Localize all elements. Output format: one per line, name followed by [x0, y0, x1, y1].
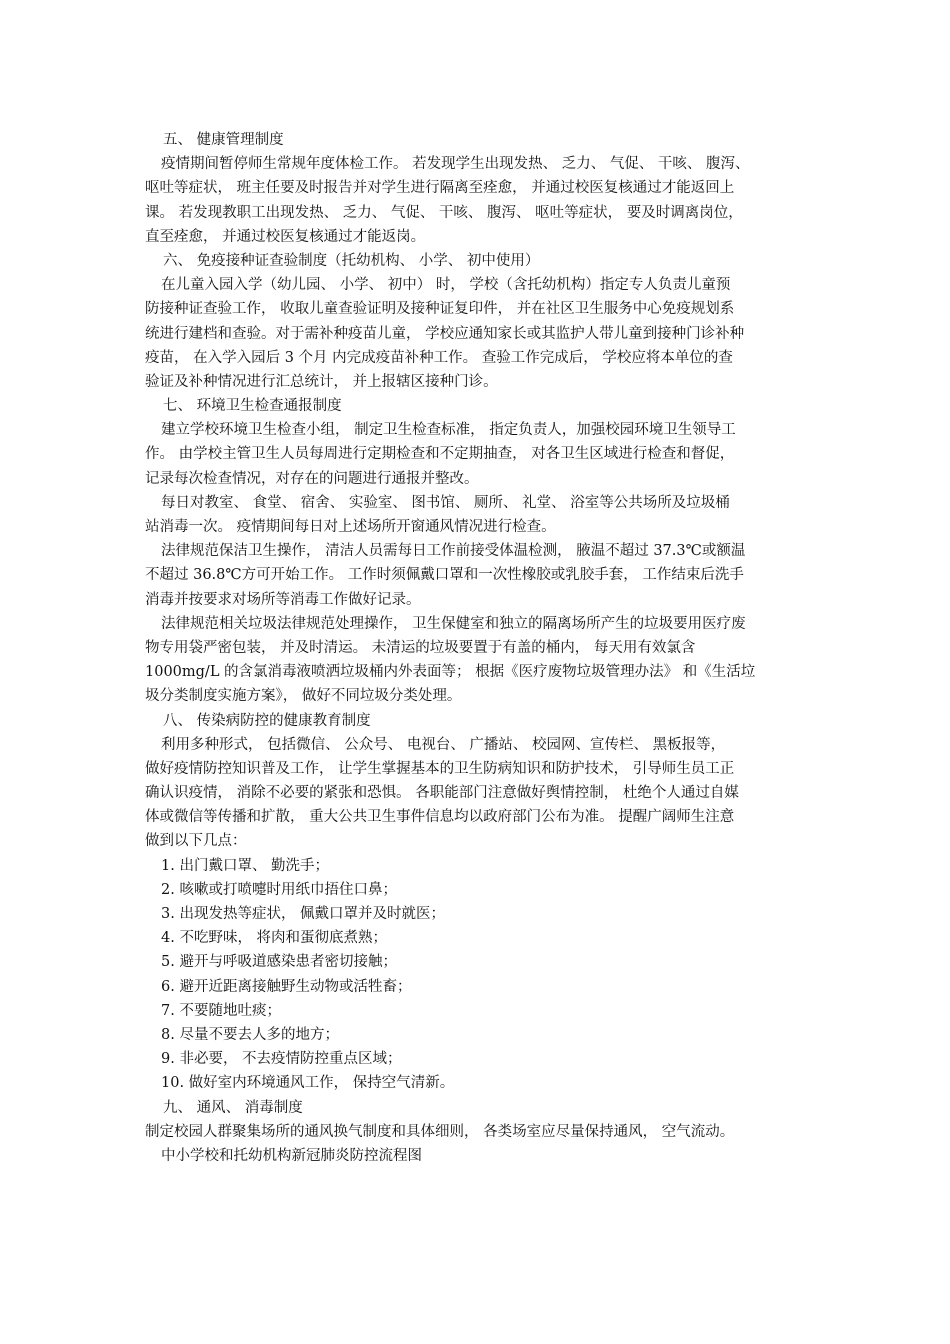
- list-item: 10. 做好室内环境通风工作， 保持空气清新。: [161, 1075, 455, 1092]
- list-item: 2. 咳嗽或打喷嚏时用纸巾捂住口鼻；: [161, 881, 397, 898]
- paragraph-line: 确认识疫情， 消除不必要的紧张和恐惧。 各职能部门注意做好舆情控制， 杜绝个人通过自媒: [145, 785, 739, 802]
- paragraph-line: 法律规范保洁卫生操作， 清洁人员需每日工作前接受体温检测， 腋温不超过 37.3℃或额温: [161, 543, 746, 560]
- section-heading: 八、 传染病防控的健康教育制度: [163, 712, 371, 729]
- section-heading: 六、 免疫接种证查验制度（托幼机构、 小学、 初中使用）: [163, 252, 540, 269]
- paragraph-line: 作。 由学校主管卫生人员每周进行定期检查和不定期抽查， 对各卫生区域进行检查和督促，: [145, 446, 735, 463]
- section-heading: 七、 环境卫生检查通报制度: [163, 398, 342, 415]
- paragraph-line: 课。 若发现教职工出现发热、 乏力、 气促、 干咳、 腹泻、 呕吐等症状， 要及时调离岗位，: [145, 204, 743, 221]
- paragraph-line: 不超过 36.8℃方可开始工作。 工作时须佩戴口罩和一次性橡胶或乳胶手套， 工作结束后洗手: [145, 567, 744, 584]
- paragraph-line: 站消毒一次。 疫情期间每日对上述场所开窗通风情况进行检查。: [145, 519, 556, 535]
- list-item: 9. 非必要， 不去疫情防控重点区域；: [161, 1051, 402, 1068]
- list-item: 4. 不吃野味， 将肉和蛋彻底煮熟；: [161, 930, 388, 947]
- paragraph-line: 呕吐等症状， 班主任要及时报告并对学生进行隔离至痊愈， 并通过校医复核通过才能返回上: [145, 180, 735, 197]
- paragraph-line: 记录每次检查情况，对存在的问题进行通报并整改。: [145, 470, 479, 487]
- paragraph-line: 消毒并按要求对场所等消毒工作做好记录。: [145, 591, 421, 608]
- list-item: 6. 避开近距离接触野生动物或活牲畜；: [161, 978, 412, 995]
- paragraph-line: 物专用袋严密包装， 并及时清运。 未清运的垃圾要置于有盖的桶内， 每天用有效氯含: [145, 639, 696, 656]
- paragraph-line: 圾分类制度实施方案》， 做好不同垃圾分类处理。: [145, 688, 462, 705]
- document-body: [145, 128, 825, 1168]
- paragraph-line: 中小学校和托幼机构新冠肺炎防控流程图: [161, 1147, 422, 1164]
- list-item: 1. 出门戴口罩、 勤洗手；: [161, 857, 330, 874]
- section-heading: 五、 健康管理制度: [163, 132, 284, 148]
- section-heading: 九、 通风、 消毒制度: [163, 1099, 303, 1116]
- paragraph-line: 验证及补种情况进行汇总统计， 并上报辖区接种门诊。: [145, 373, 498, 390]
- list-item: 5. 避开与呼吸道感染患者密切接触；: [161, 954, 397, 971]
- paragraph-line: 做好疫情防控知识普及工作， 让学生掌握基本的卫生防病知识和防护技术， 引导师生员工正: [145, 760, 735, 777]
- list-item: 8. 尽量不要去人多的地方；: [161, 1026, 339, 1043]
- list-item: 3. 出现发热等症状， 佩戴口罩并及时就医；: [161, 906, 446, 922]
- paragraph-line: 1000mg/L 的含氯消毒液喷洒垃圾桶内外表面等； 根据《医疗废物垃圾管理办法》 和《生活垃: [145, 664, 756, 681]
- paragraph-line: 制定校园人群聚集场所的通风换气制度和具体细则， 各类场室应尽量保持通风， 空气流动。: [145, 1123, 735, 1140]
- paragraph-line: 防接种证查验工作， 收取儿童查验证明及接种证复印件， 并在社区卫生服务中心免疫规划系: [145, 301, 735, 318]
- paragraph-line: 利用多种形式， 包括微信、 公众号、 电视台、 广播站、 校园网、宣传栏、 黑板报等，: [161, 736, 726, 753]
- paragraph-line: 建立学校环境卫生检查小组， 制定卫生检查标准， 指定负责人，加强校园环境卫生领导工: [161, 422, 736, 439]
- paragraph-line: 每日对教室、 食堂、 宿舍、 实验室、 图书馆、 厕所、 礼堂、 浴室等公共场所及垃圾桶: [161, 494, 730, 511]
- list-item: 7. 不要随地吐痰；: [161, 1002, 281, 1019]
- paragraph-line: 做到以下几点：: [145, 833, 247, 850]
- paragraph-line: 疫情期间暂停师生常规年度体检工作。 若发现学生出现发热、 乏力、 气促、 干咳、 腹泻、: [161, 156, 750, 173]
- paragraph-line: 在儿童入园入学（幼儿园、 小学、 初中） 时， 学校（含托幼机构）指定专人负责儿童预: [161, 277, 731, 294]
- paragraph-line: 直至痊愈， 并通过校医复核通过才能返岗。: [145, 228, 426, 245]
- paragraph-line: 体或微信等传播和扩散， 重大公共卫生事件信息均以政府部门公布为准。 提醒广阔师生注意: [145, 809, 735, 826]
- paragraph-line: 统进行建档和查验。对于需补种疫苗儿童， 学校应通知家长或其监护人带儿童到接种门诊补种: [145, 325, 745, 342]
- paragraph-line: 法律规范相关垃圾法律规范处理操作， 卫生保健室和独立的隔离场所产生的垃圾要用医疗废: [161, 615, 746, 632]
- paragraph-line: 疫苗， 在入学入园后 3 个月 内完成疫苗补种工作。 查验工作完成后， 学校应将本单位的查: [145, 349, 733, 366]
